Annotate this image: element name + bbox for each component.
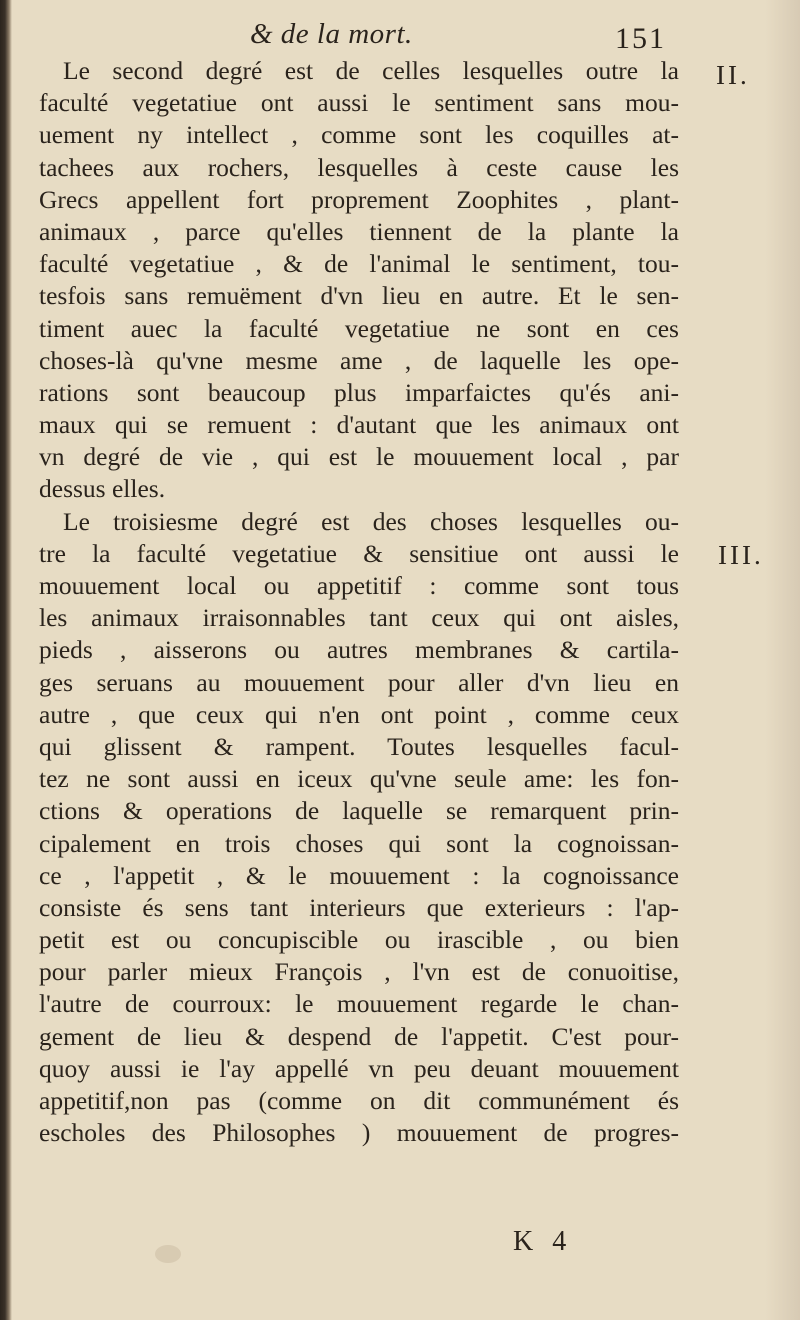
- binding-edge: [0, 0, 12, 1320]
- text-line: appetitif,non pas (comme on dit communément és: [39, 1086, 679, 1115]
- text-line: mouuement local ou appetitif : comme sont tous: [39, 571, 679, 600]
- text-line: cipalement en trois choses qui sont la cognoissan-: [39, 828, 679, 858]
- text-line: consiste és sens tant interieurs que exterieurs : l'ap-: [39, 892, 679, 922]
- text-line: petit est ou concupiscible ou irascible , ou bien: [39, 925, 679, 955]
- text-line: faculté vegetatiue , & de l'animal le sentiment, tou-: [39, 249, 679, 279]
- signature-mark: K 4: [513, 1226, 573, 1257]
- text-line: animaux , parce qu'elles tiennent de la plante la: [39, 216, 679, 246]
- text-line: faculté vegetatiue ont aussi le sentiment sans mou-: [39, 88, 679, 118]
- text-line: uement ny intellect , comme sont les coquilles at-: [39, 120, 679, 150]
- text-line: ce , l'appetit , & le mouuement : la cognoissance: [39, 860, 679, 890]
- page-header: [0, 18, 800, 58]
- page-edge-shadow: [765, 0, 800, 1320]
- text-line: l'autre de courroux: le mouuement regarde le chan-: [39, 989, 679, 1019]
- text-line: qui glissent & rampent. Toutes lesquelles facul-: [39, 731, 679, 761]
- text-line: tachees aux rochers, lesquelles à ceste cause les: [39, 152, 679, 182]
- margin-number-iii: III.: [718, 540, 764, 570]
- running-head: & de la mort.: [250, 18, 413, 50]
- body-text: [39, 55, 679, 1149]
- paragraph-one: [39, 55, 679, 506]
- text-line: pour parler mieux François , l'vn est de conuoitise,: [39, 957, 679, 987]
- text-line: rations sont beaucoup plus imparfaictes qu'és ani-: [39, 377, 679, 407]
- text-line: maux qui se remuent : d'autant que les animaux ont: [39, 410, 679, 440]
- text-line: ctions & operations de laquelle se remarquent prin-: [39, 796, 679, 826]
- text-line: ges seruans au mouuement pour aller d'vn lieu en: [39, 667, 679, 697]
- text-line: Le second degré est de celles lesquelles outre la: [63, 56, 679, 85]
- margin-number-ii: II.: [716, 60, 750, 90]
- text-line: pieds , aisserons ou autres membranes & cartila-: [39, 635, 679, 665]
- paragraph-two: [39, 506, 679, 1150]
- text-line: quoy aussi ie l'ay appellé vn peu deuant mouuement: [39, 1053, 679, 1083]
- text-line: tre la faculté vegetatiue & sensitiue ont aussi le: [39, 538, 679, 568]
- text-line: gement de lieu & despend de l'appetit. C'est pour-: [39, 1021, 679, 1051]
- text-line: escholes des Philosophes ) mouuement de progres-: [39, 1118, 679, 1148]
- text-line: tesfois sans remuëment d'vn lieu en autre. Et le sen-: [39, 281, 679, 311]
- text-line: autre , que ceux qui n'en ont point , comme ceux: [39, 699, 679, 729]
- text-line: les animaux irraisonnables tant ceux qui ont aisles,: [39, 603, 679, 633]
- text-line: timent auec la faculté vegetatiue ne sont en ces: [39, 313, 679, 343]
- text-line: choses-là qu'vne mesme ame , de laquelle les ope-: [39, 345, 679, 375]
- text-line: tez ne sont aussi en iceux qu'vne seule ame: les fon-: [39, 764, 679, 794]
- text-line: Grecs appellent fort proprement Zoophites , plant-: [39, 184, 679, 214]
- page-number: 151: [615, 22, 666, 55]
- paper-stain: [155, 1245, 181, 1263]
- text-line: dessus elles.: [39, 474, 166, 504]
- text-line: Le troisiesme degré est des choses lesquelles ou-: [63, 506, 679, 536]
- text-line: vn degré de vie , qui est le mouuement local , par: [39, 442, 679, 472]
